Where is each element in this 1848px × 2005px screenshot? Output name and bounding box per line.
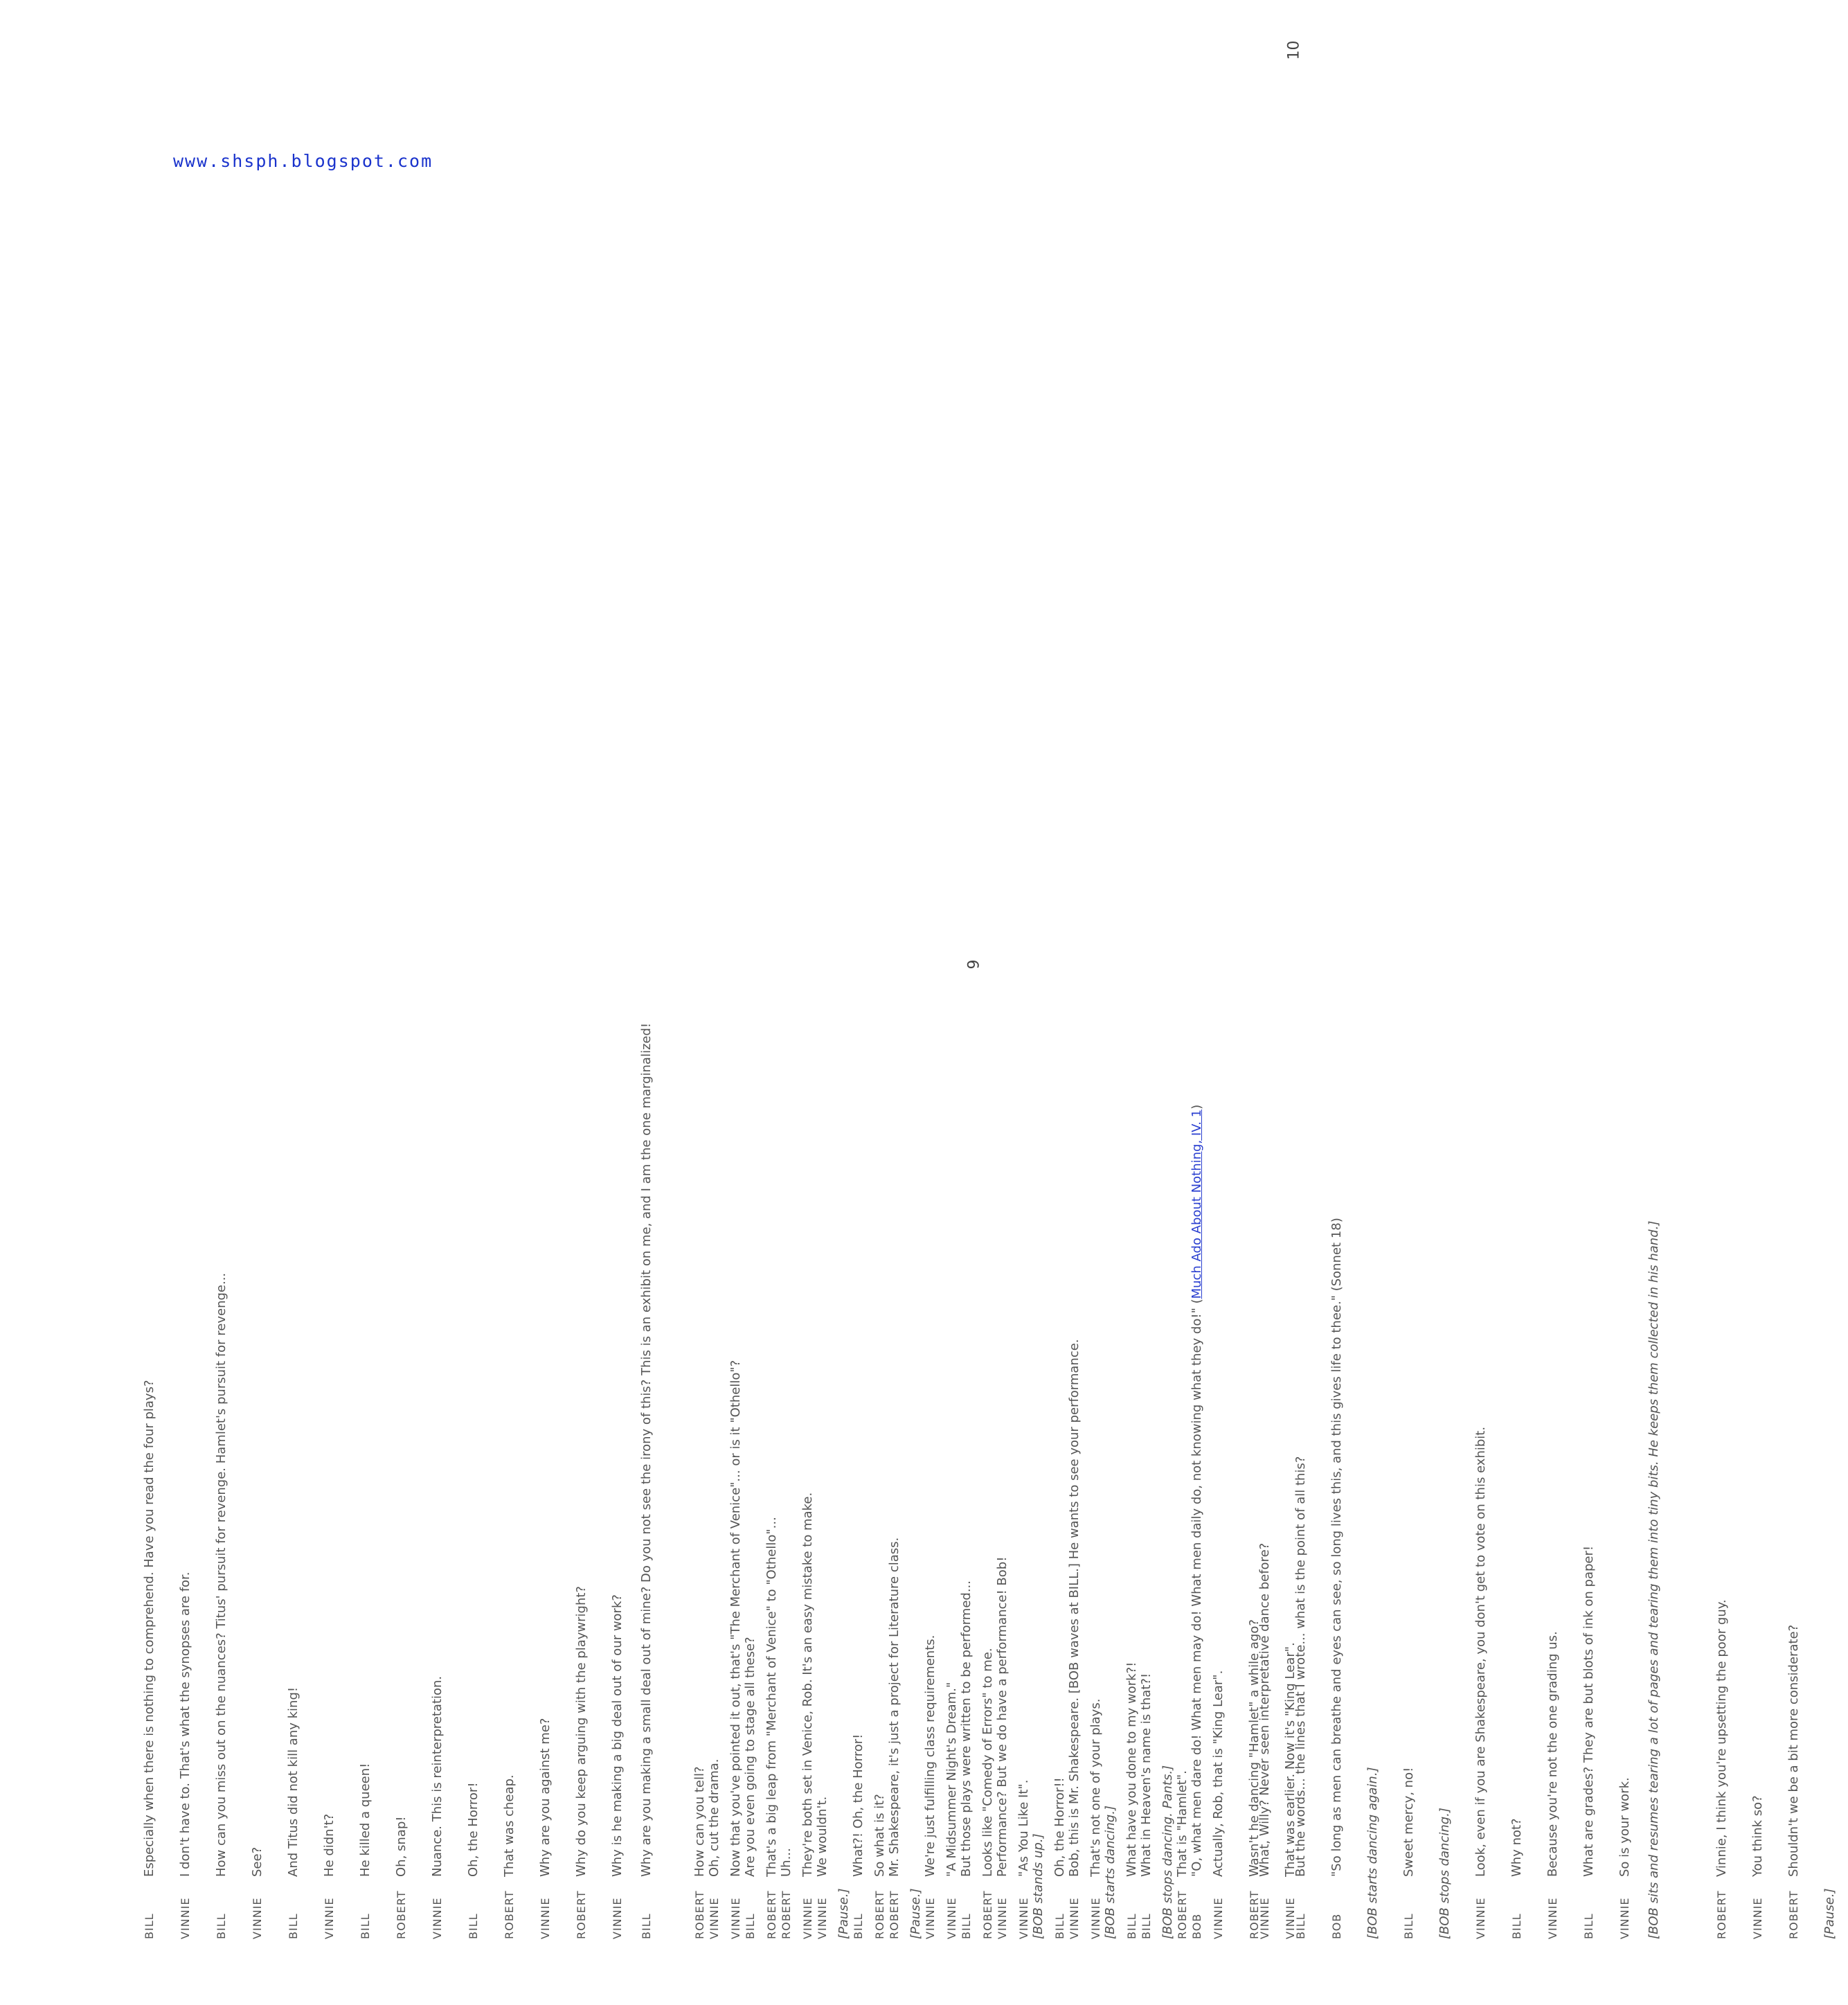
dialogue-text: Bob, this is Mr. Shakespeare. [BOB waves at BILL.] He wants to see your performance. [1067,1339,1082,1877]
dialogue-text: Why not? [1509,1818,1524,1877]
speaker-name: BILL [960,1913,973,1939]
dialogue-text: What have you done to my work?! [1124,1661,1139,1877]
dialogue-text: Mr. Shakespeare, it's just a project for Literature class. [887,1537,901,1877]
speaker-name: VINNIE [179,1897,192,1939]
script-line [1463,111,1499,1939]
script-line [1391,111,1427,1939]
speaker-name: ROBERT [575,1890,588,1939]
speaker-name: VINNIE [1751,1897,1764,1939]
speaker-name: ROBERT [765,1890,778,1939]
speaker-name: ROBERT [395,1890,408,1939]
speaker-name: VINNIE [1284,1897,1297,1939]
page-number-left: 9 [965,959,983,970]
script-line [862,111,898,1939]
speaker-name: BILL [1294,1913,1307,1939]
speaker-name: ROBERT [873,1890,886,1939]
speaker-name: VINNIE [1258,1897,1271,1939]
script-line [384,111,420,1939]
script-line [132,111,168,1939]
dialogue-text: But the words... the lines that I wrote... what is the point of all this? [1293,1456,1308,1877]
speaker-name: VINNIE [924,1897,937,1939]
dialogue-text: What are grades? They are but blots of ink on paper! [1581,1545,1596,1877]
dialogue-text: Sweet mercy, no! [1401,1767,1416,1877]
stage-direction: [BOB stands up.] [1031,1833,1046,1939]
speaker-name: VINNIE [431,1897,444,1939]
stage-direction: [BOB starts dancing.] [1103,1806,1118,1939]
speaker-name: VINNIE [323,1897,336,1939]
script-line [204,111,240,1939]
script-line [240,111,276,1939]
dialogue-text: "As You Like It". [1016,1779,1031,1877]
dialogue-text: Why do you keep arguing with the playwright? [574,1586,589,1877]
speaker-name: VINNIE [1546,1897,1559,1939]
script-line [1283,111,1319,1939]
page-number-right: 10 [1285,40,1303,60]
dialogue-text: What?! Oh, the Horror! [851,1734,865,1877]
dialogue-text: That was earlier. Now it's "King Lear". [1283,1642,1298,1877]
speaker-name: VINNIE [539,1897,552,1939]
script-line [1355,111,1391,1939]
script-line [600,111,636,1939]
dialogue-text: "O, what men dare do! What men may do! What men daily do, not knowing what they do!" (Much Ado About Nothing, IV. 1) [1190,1104,1204,1877]
speaker-name: BILL [1140,1913,1153,1939]
script-line [168,111,204,1939]
dialogue-text: Especially when there is nothing to comprehend. Have you read the four plays? [142,1380,156,1877]
dialogue-text: That is "Hamlet". [1175,1770,1190,1877]
speaker-name: BILL [467,1913,480,1939]
script-line [1427,111,1463,1939]
dialogue-text: What in Heaven's name is that?! [1139,1673,1154,1877]
speaker-name: ROBERT [888,1890,901,1939]
dialogue-text: Look, even if you are Shakespeare, you don't get to vote on this exhibit. [1473,1426,1488,1877]
script-line [1776,111,1812,1939]
speaker-name: VINNIE [996,1897,1009,1939]
dialogue-text: "A Midsummer Night's Dream." [944,1682,959,1877]
script-line [1535,111,1571,1939]
speaker-name: VINNIE [1474,1897,1487,1939]
script-line [1571,111,1607,1939]
right-page-column [682,111,1848,1939]
stage-direction: [BOB sits and resumes tearing a lot of pages and tearing them into tiny bits. He keeps them collected in his hand.] [1647,1220,1661,1939]
dialogue-text: Performance? But we do have a performance! Bob! [995,1556,1010,1877]
reference-link[interactable]: Much Ado About Nothing, IV. 1 [1190,1109,1204,1299]
speaker-name: ROBERT [693,1890,706,1939]
dialogue-text: But those plays were written to be performed... [959,1580,974,1877]
speaker-name: VINNIE [1068,1897,1081,1939]
speaker-name: BILL [1510,1913,1523,1939]
speaker-name: VINNIE [1212,1897,1225,1939]
speaker-name: BOB [1190,1913,1203,1939]
dialogue-text: I don't have to. That's what the synopses are for. [178,1571,192,1877]
script-line [1006,111,1042,1939]
dialogue-text: "So long as men can breathe and eyes can see, so long lives this, and this gives life to thee." (Sonnet 18) [1329,1218,1344,1877]
script-line [1042,111,1078,1939]
dialogue-text: Because you're not the one grading us. [1545,1631,1560,1877]
dialogue-text: Uh... [779,1848,793,1877]
script-line [682,111,718,1939]
speaker-name: BILL [1125,1913,1138,1939]
script-line [456,111,492,1939]
dialogue-text: He didn't? [322,1813,337,1877]
speaker-name: ROBERT [503,1890,516,1939]
dialogue-text: They're both set in Venice, Rob. It's an easy mistake to make. [800,1492,815,1877]
script-line [528,111,564,1939]
speaker-name: BILL [744,1913,757,1939]
dialogue-text: He killed a queen! [358,1763,373,1877]
dialogue-text: We wouldn't. [815,1796,829,1877]
dialogue-text: Wasn't he dancing "Hamlet" a while ago? [1247,1619,1262,1877]
stage-direction: [Pause.] [1822,1888,1837,1939]
speaker-name: BILL [215,1913,228,1939]
script-line [1704,111,1740,1939]
script-line [1150,111,1186,1939]
speaker-name: VINNIE [251,1897,264,1939]
dialogue-text: You think so? [1750,1795,1765,1877]
script-line [348,111,384,1939]
dialogue-text: Now that you've pointed it out, that's "The Merchant of Venice"... or is it "Othello"? [728,1360,743,1877]
dialogue-text: How can you miss out on the nuances? Titus' pursuit for revenge. Hamlet's pursuit for revenge... [214,1272,228,1877]
script-line [970,111,1006,1939]
script-line [1812,111,1848,1939]
speaker-name: ROBERT [1248,1890,1261,1939]
stage-direction: [Pause.] [836,1888,851,1939]
stage-direction: [BOB starts dancing again.] [1365,1767,1380,1939]
script-line [826,111,862,1939]
speaker-name: VINNIE [708,1897,721,1939]
dialogue-text: Actually, Rob, that is "King Lear". [1211,1670,1226,1877]
speaker-name: ROBERT [1176,1890,1189,1939]
dialogue-text: Oh, cut the drama. [707,1758,721,1877]
speaker-name: BILL [1402,1913,1415,1939]
dialogue-text: So is your work. [1617,1777,1632,1877]
dialogue-text: That was cheap. [502,1774,517,1877]
script-line [312,111,348,1939]
stage-direction: [BOB stops dancing. Pants.] [1160,1765,1175,1939]
dialogue-text: Nuance. This is reinterpretation. [430,1675,445,1877]
speaker-name: VINNIE [1017,1897,1030,1939]
dialogue-text: Oh, the Horror! [466,1782,481,1877]
stage-direction: [Pause.] [908,1888,923,1939]
script-line [276,111,312,1939]
speaker-name: VINNIE [611,1897,624,1939]
dialogue-text: Why are you against me? [538,1718,553,1877]
speaker-name: VINNIE [729,1897,742,1939]
speaker-name: BILL [640,1913,653,1939]
speaker-name: ROBERT [1787,1890,1800,1939]
speaker-name: BOB [1330,1913,1343,1939]
script-line [790,111,826,1939]
stage-direction: [BOB stops dancing.] [1437,1808,1452,1939]
dialogue-text: How can you tell? [692,1766,707,1877]
script-line [1186,111,1247,1939]
speaker-name: BILL [359,1913,372,1939]
script-line [1247,111,1283,1939]
speaker-name: ROBERT [1715,1890,1728,1939]
dialogue-text: See? [250,1846,264,1877]
script-line [1078,111,1114,1939]
script-line [1607,111,1643,1939]
dialogue-text: That's a big leap from "Merchant of Venice" to "Othello"... [764,1517,779,1877]
dialogue-text: And Titus did not kill any king! [286,1686,300,1877]
script-line [420,111,456,1939]
speaker-name: BILL [287,1913,300,1939]
script-line [754,111,790,1939]
speaker-name: BILL [143,1913,156,1939]
watermark: www.shsph.blogspot.com [173,151,433,171]
script-line [898,111,934,1939]
script-line [564,111,600,1939]
dialogue-text: Why is he making a big deal out of our work? [610,1594,625,1877]
dialogue-text: That's not one of your plays. [1088,1698,1103,1877]
script-line [492,111,528,1939]
dialogue-text: Shouldn't we be a bit more considerate? [1786,1624,1801,1877]
dialogue-text: Oh, the Horror!! [1052,1777,1067,1877]
dialogue-text: We're just fulfilling class requirements. [923,1634,938,1877]
script-line [1114,111,1150,1939]
speaker-name: ROBERT [780,1890,793,1939]
script-line [718,111,754,1939]
script-line [934,111,970,1939]
dialogue-text: What, Willy? Never seen interpretative dance before? [1257,1542,1272,1877]
speaker-name: VINNIE [1089,1897,1102,1939]
script-line [1319,111,1355,1939]
speaker-name: BILL [1582,1913,1595,1939]
script-line [1643,111,1704,1939]
dialogue-text: Looks like "Comedy of Errors" to me. [980,1648,995,1877]
speaker-name: VINNIE [801,1897,814,1939]
speaker-name: ROBERT [981,1890,994,1939]
script-line [1499,111,1535,1939]
dialogue-text: So what is it? [872,1794,887,1877]
speaker-name: VINNIE [816,1897,829,1939]
speaker-name: BILL [1053,1913,1066,1939]
script-line [1740,111,1776,1939]
dialogue-text: Vinnie, I think you're upsetting the poor guy. [1714,1599,1729,1877]
dialogue-text: Why are you making a small deal out of mine? Do you not see the irony of this? This is an exhibit on me, and I am the one marginalized! [639,1022,654,1877]
speaker-name: BILL [852,1913,865,1939]
dialogue-text: Are you even going to stage all these? [743,1637,757,1877]
dialogue-text: Oh, snap! [394,1816,409,1877]
speaker-name: VINNIE [945,1897,958,1939]
speaker-name: VINNIE [1618,1897,1631,1939]
